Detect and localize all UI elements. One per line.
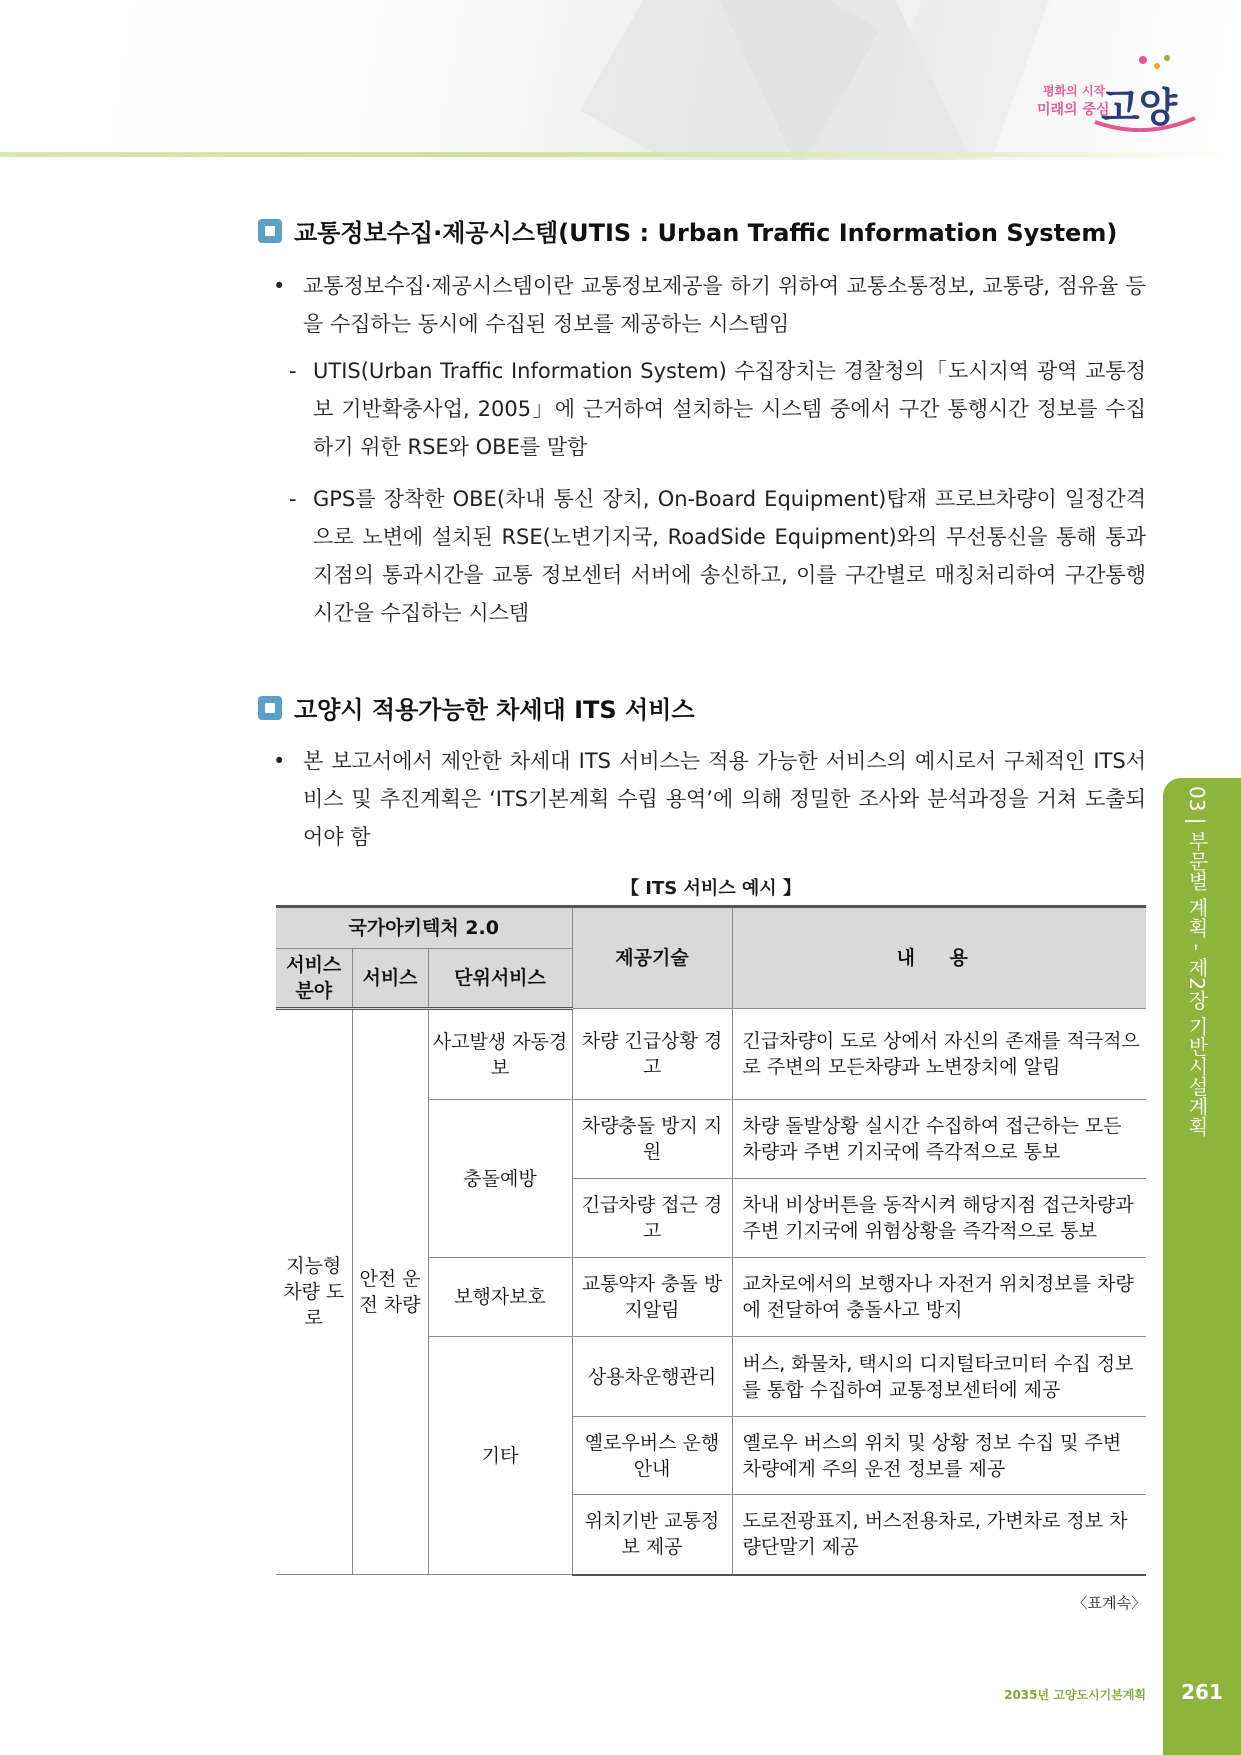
cell-service: 안전 운전 차량 bbox=[352, 1009, 428, 1575]
cell-tech: 옐로우버스 운행 안내 bbox=[572, 1417, 732, 1495]
header-divider bbox=[0, 152, 1241, 157]
logo-slogan-1: 평화의 시작 bbox=[1043, 84, 1106, 98]
cell-content: 버스, 화물차, 택시의 디지털타코미터 수집 정보를 통합 수집하여 교통정보센터에 제공 bbox=[732, 1337, 1146, 1417]
section-title: 교통정보수집·제공시스템(UTIS : Urban Traffic Information System) bbox=[294, 219, 1118, 247]
cell-unit: 사고발생 자동경보 bbox=[428, 1009, 572, 1100]
bullet-paragraph: • 교통정보수집·제공시스템이란 교통정보제공을 하기 위하여 교통소통정보, 교통량, 점유율 등을 수집하는 동시에 수집된 정보를 제공하는 시스템임 bbox=[303, 267, 1146, 343]
its-service-table bbox=[276, 905, 1146, 1576]
bullet-icon: • bbox=[273, 274, 286, 298]
dash-icon: - bbox=[289, 487, 297, 511]
cell-content: 도로전광표지, 버스전용차로, 가변차로 정보 차량단말기 제공 bbox=[732, 1495, 1146, 1575]
cell-tech: 차량 긴급상황 경고 bbox=[572, 1009, 732, 1100]
sub-item-paragraph: - GPS를 장착한 OBE(차내 통신 장치, On-Board Equipment)탑재 프로브차량이 일정간격으로 노변에 설치된 RSE(노변기지국, RoadSide Equipment)와의 무선통신을 통해 통과지점의 통과시간을 교통 정보센터 서버에 송신하고, 이를 구간별로 매칭처리하여 구간통행시간을 수집하는 시스템 bbox=[313, 480, 1146, 632]
dash-icon: - bbox=[289, 359, 297, 383]
logo-brand: 고양 bbox=[1101, 85, 1177, 131]
cell-content: 차량 돌발상황 실시간 수집하여 접근하는 모든 차량과 주변 기지국에 즉각적으로 통보 bbox=[732, 1100, 1146, 1179]
cell-tech: 위치기반 교통정보 제공 bbox=[572, 1495, 732, 1575]
cell-tech: 교통약자 충돌 방지알림 bbox=[572, 1258, 732, 1337]
section-square-icon bbox=[258, 219, 282, 243]
cell-tech: 상용차운행관리 bbox=[572, 1337, 732, 1417]
table-caption: 【 ITS 서비스 예시 】 bbox=[621, 878, 801, 899]
cell-content: 교차로에서의 보행자나 자전거 위치정보를 차량에 전달하여 충돌사고 방지 bbox=[732, 1258, 1146, 1337]
bullet-icon: • bbox=[273, 749, 286, 773]
section-title: 고양시 적용가능한 차세대 ITS 서비스 bbox=[294, 696, 695, 724]
section-heading-utis bbox=[258, 213, 1117, 248]
plan-title: 2035년 고양도시기본계획 bbox=[1004, 1688, 1146, 1702]
cell-unit: 기타 bbox=[428, 1337, 572, 1575]
cell-tech: 차량충돌 방지 지원 bbox=[572, 1100, 732, 1179]
header-field: 서비스 분야 bbox=[276, 949, 352, 1009]
page-number: 261 bbox=[1181, 1680, 1223, 1704]
cell-tech: 긴급차량 접근 경고 bbox=[572, 1179, 732, 1258]
sub-item-paragraph: - UTIS(Urban Traffic Information System) 수집장치는 경찰청의「도시지역 광역 교통정보 기반확충사업, 2005」에 근거하여 설치하는 시스템 중에서 구간 통행시간 정보를 수집하기 위한 RSE와 OBE를 말함 bbox=[313, 352, 1146, 466]
header-tech: 제공기술 bbox=[572, 907, 732, 1009]
section-square-icon bbox=[258, 696, 282, 720]
section-heading-its bbox=[258, 690, 695, 725]
table-continued-note: 〈표계속〉 bbox=[1072, 1594, 1146, 1612]
cell-content: 옐로우 버스의 위치 및 상황 정보 수집 및 주변 차량에게 주의 운전 정보를 제공 bbox=[732, 1417, 1146, 1495]
goyang-logo bbox=[1035, 52, 1205, 132]
cell-unit: 보행자보호 bbox=[428, 1258, 572, 1337]
header-service: 서비스 bbox=[352, 949, 428, 1009]
logo-slogan-2: 미래의 중심 bbox=[1037, 102, 1110, 118]
cell-content: 차내 비상버튼을 동작시켜 해당지점 접근차량과 주변 기지국에 위험상황을 즉각적으로 통보 bbox=[732, 1179, 1146, 1258]
chapter-label: 03 | 부문별 계획 - 제2장 기반시설계획 bbox=[1185, 786, 1209, 1137]
cell-unit: 충돌예방 bbox=[428, 1100, 572, 1258]
header-content: 내 용 bbox=[732, 907, 1146, 1009]
cell-content: 긴급차량이 도로 상에서 자신의 존재를 적극적으로 주변의 모든차량과 노변장치에 알림 bbox=[732, 1009, 1146, 1100]
header-unit: 단위서비스 bbox=[428, 949, 572, 1009]
header-group: 국가아키텍처 2.0 bbox=[276, 907, 572, 949]
cell-field: 지능형 차량 도로 bbox=[276, 1009, 352, 1575]
bullet-paragraph: • 본 보고서에서 제안한 차세대 ITS 서비스는 적용 가능한 서비스의 예시로서 구체적인 ITS서비스 및 추진계획은 ‘ITS기본계획 수립 용역’에 의해 정밀한 조사와 분석과정을 거쳐 도출되어야 함 bbox=[303, 742, 1146, 856]
